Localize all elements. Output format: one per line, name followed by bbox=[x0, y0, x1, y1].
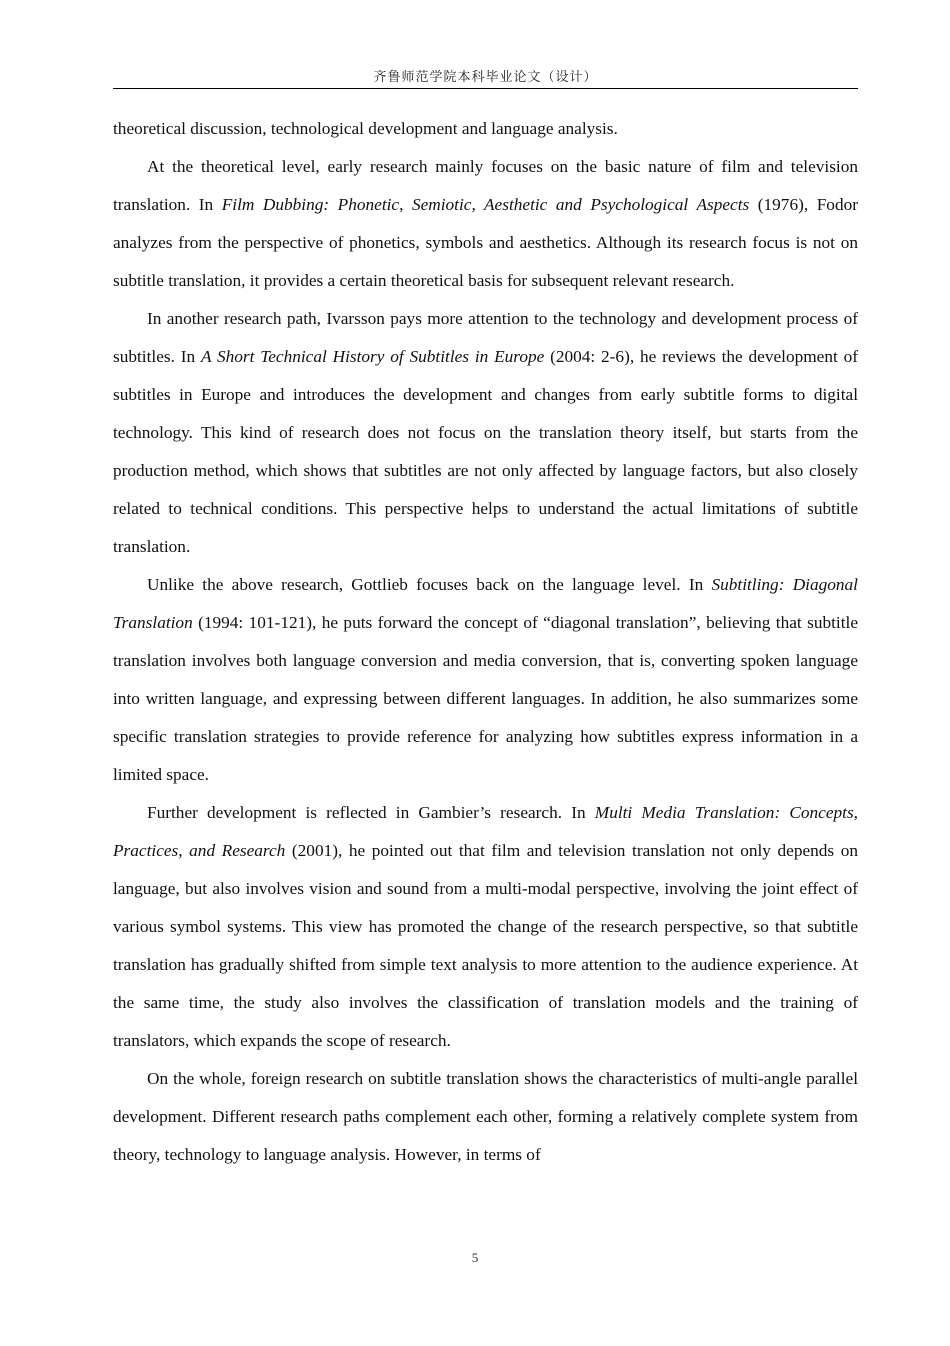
text-span: At the theoretical level, early research mainly focuses on the basic nature of film and television translation. In bbox=[113, 157, 858, 214]
text-span: (2001), he pointed out that film and television translation not only depends on language, but also involves vision and sound from a multi-modal perspective, involving the joint effect of various symbol systems. This view has promoted the change of the research perspective, so that subtitle translation has gradually shifted from simple text analysis to more attention to the audience experience. At the same time, the study also involves the classification of translation models and the training of translators, which expands the scope of research. bbox=[113, 841, 858, 1050]
text-span: Further development is reflected in Gambier’s research. In bbox=[147, 803, 595, 822]
paragraph-fodor bbox=[113, 148, 858, 300]
paragraph-gambier bbox=[113, 794, 858, 1060]
text-span: (1976), Fodor analyzes from the perspective of phonetics, symbols and aesthetics. Although its research focus is not on subtitle translation, it provides a certain theoretical basis for subsequent relevant research. bbox=[113, 195, 858, 290]
book-title-gottlieb: Subtitling: Diagonal Translation bbox=[113, 575, 858, 632]
paragraph-gottlieb bbox=[113, 566, 858, 794]
paragraph-ivarsson bbox=[113, 300, 858, 566]
paragraph-continued bbox=[113, 110, 858, 148]
text-span: (2004: 2-6), he reviews the development of subtitles in Europe and introduces the development and changes from early subtitle forms to digital technology. This kind of research does not focus on the translation theory itself, but starts from the production method, which shows that subtitles are not only affected by language factors, but also closely related to technical conditions. This perspective helps to understand the actual limitations of subtitle translation. bbox=[113, 347, 858, 556]
book-title-fodor: Film Dubbing: Phonetic, Semiotic, Aesthetic and Psychological Aspects bbox=[221, 195, 750, 214]
running-header: 齐鲁师范学院本科毕业论文（设计） bbox=[113, 66, 858, 89]
text-span: theoretical discussion, technological development and language analysis. bbox=[113, 119, 618, 138]
text-span: (1994: 101-121), he puts forward the concept of “diagonal translation”, believing that subtitle translation involves both language conversion and media conversion, that is, converting spoken language into written language, and expressing between different languages. In addition, he also summarizes some specific translation strategies to provide reference for analyzing how subtitles express information in a limited space. bbox=[113, 613, 858, 784]
book-title-gambier: Multi Media Translation: Concepts, Practices, and Research bbox=[113, 803, 858, 860]
text-span: In another research path, Ivarsson pays more attention to the technology and development process of subtitles. In bbox=[113, 309, 858, 366]
body-text bbox=[113, 110, 858, 1174]
text-span: Unlike the above research, Gottlieb focuses back on the language level. In bbox=[147, 575, 712, 594]
book-title-ivarsson: A Short Technical History of Subtitles in Europe bbox=[200, 347, 545, 366]
page-number: 5 bbox=[471, 1250, 479, 1265]
paragraph-summary bbox=[113, 1060, 858, 1174]
text-span: On the whole, foreign research on subtitle translation shows the characteristics of multi-angle parallel development. Different research paths complement each other, forming a relatively complete system from theory, technology to language analysis. However, in terms of bbox=[113, 1069, 858, 1164]
